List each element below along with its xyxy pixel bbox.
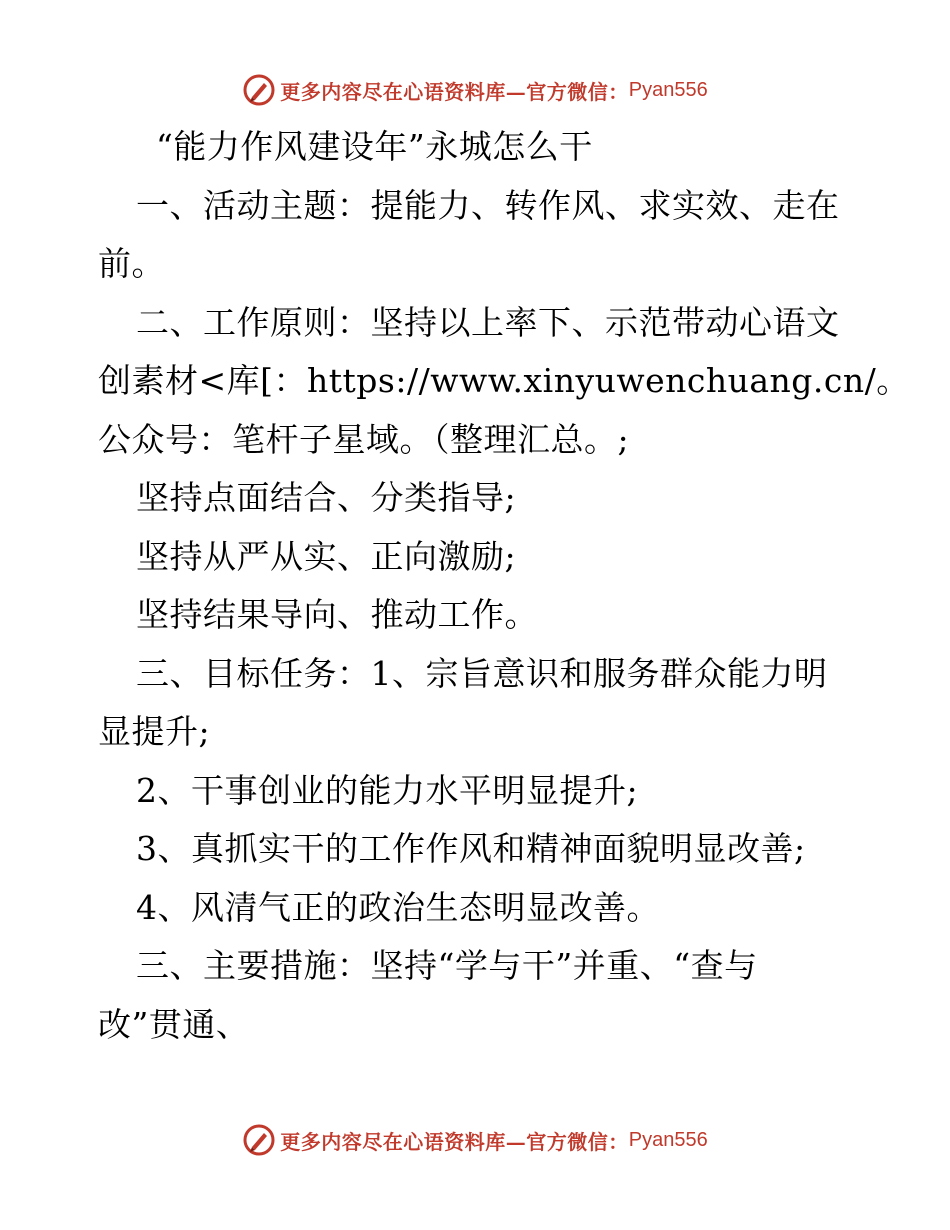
paragraph-line: 2、干事创业的能力水平明显提升; xyxy=(136,770,639,810)
paragraph-line: 前。 xyxy=(98,244,165,283)
pen-logo-icon xyxy=(242,73,276,107)
paragraph-line: 显提升; xyxy=(98,712,211,751)
paragraph-line: 创素材<库[：https://www.xinyuwenchuang.cn/。 xyxy=(98,361,910,400)
paragraph-line: 公众号：笔杆子星域。（整理汇总。; xyxy=(98,419,630,459)
banner-wechat-id: Pyan556 xyxy=(628,78,708,101)
banner-wechat-id: Pyan556 xyxy=(628,1128,708,1151)
paragraph-line: 二、工作原则：坚持以上率下、示范带动心语文 xyxy=(136,302,840,342)
document-body xyxy=(98,118,910,1054)
paragraph-line: 3、真抓实干的工作作风和精神面貌明显改善; xyxy=(136,829,806,868)
paragraph-line: 坚持点面结合、分类指导; xyxy=(136,478,517,517)
paragraph-line: 改”贯通、 xyxy=(98,1004,250,1044)
banner-text: 更多内容尽在心语资料库—官方微信： xyxy=(280,79,629,104)
paragraph-line: 一、活动主题：提能力、转作风、求实效、走在 xyxy=(136,185,840,225)
footer-banner xyxy=(0,1120,950,1160)
paragraph-line: 三、主要措施：坚持“学与干”并重、“查与 xyxy=(136,946,758,985)
paragraph-line: 三、目标任务：1、宗旨意识和服务群众能力明 xyxy=(136,653,828,693)
paragraph-line: 坚持从严从实、正向激励; xyxy=(136,536,517,576)
banner-text: 更多内容尽在心语资料库—官方微信： xyxy=(280,1129,629,1154)
paragraph-line: 坚持结果导向、推动工作。 xyxy=(136,595,538,634)
pen-logo-icon xyxy=(242,1123,276,1157)
header-banner xyxy=(0,70,950,110)
document-title: “能力作风建设年”永城怎么干 xyxy=(156,127,593,166)
paragraph-line: 4、风清气正的政治生态明显改善。 xyxy=(136,887,660,927)
